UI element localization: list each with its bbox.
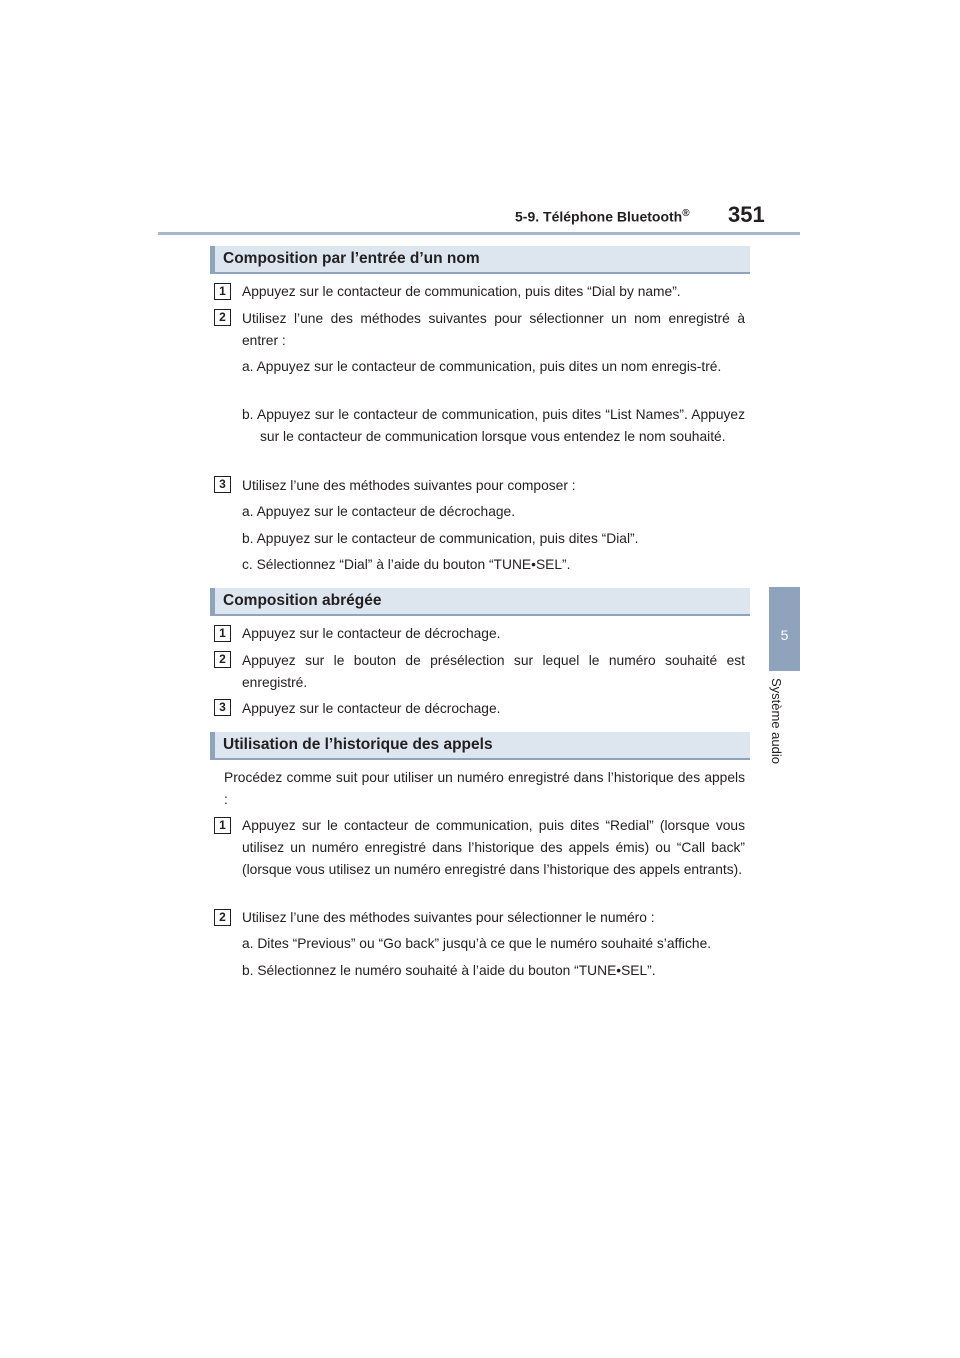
step-text: Appuyez sur le contacteur de communication, puis dites “Dial by name”. — [242, 284, 681, 299]
step-text: Utilisez l’une des méthodes suivantes pour composer : — [242, 478, 576, 493]
step-text: Utilisez l’une des méthodes suivantes pour sélectionner un nom enregistré à entrer : — [242, 311, 745, 348]
step-badge: 3 — [214, 699, 231, 716]
running-header-title — [515, 208, 690, 225]
chapter-tab — [769, 587, 800, 671]
step-badge: 1 — [214, 625, 231, 642]
chapter-label: Système audio — [769, 678, 784, 764]
section-header-call-history — [210, 732, 750, 760]
section-title: Composition abrégée — [223, 592, 382, 609]
sub-step-text: a. Appuyez sur le contacteur de communication, puis dites un nom enregis-tré. — [242, 359, 722, 374]
step-text: Utilisez l’une des méthodes suivantes pour sélectionner le numéro : — [242, 910, 655, 925]
chapter-number: 5 — [780, 627, 789, 643]
sub-step-text: c. Sélectionnez “Dial” à l’aide du bouton “TUNE•SEL”. — [242, 557, 571, 572]
step-text: Appuyez sur le contacteur de communication, puis dites “Redial” (lorsque vous utilisez un numéro enregistré dans l’historique des appels émis) ou “Call back” (lorsque vous utilisez un numéro enregistré dans l’historique des appels entrants). — [242, 818, 745, 877]
step-badge: 2 — [214, 909, 231, 926]
page-number: 351 — [728, 202, 765, 227]
step-text: Appuyez sur le contacteur de décrochage. — [242, 701, 501, 716]
sub-step-text: b. Appuyez sur le contacteur de communication, puis dites “Dial”. — [242, 531, 639, 546]
section-header-speed-dial — [210, 588, 750, 616]
running-header-text: 5-9. Téléphone Bluetooth — [515, 208, 683, 225]
header-divider — [158, 232, 800, 235]
sub-step-text: a. Appuyez sur le contacteur de décrochage. — [242, 504, 516, 519]
step-badge: 3 — [214, 476, 231, 493]
step-badge: 1 — [214, 817, 231, 834]
step-badge: 2 — [214, 309, 231, 326]
sub-step-text: b. Sélectionnez le numéro souhaité à l’aide du bouton “TUNE•SEL”. — [242, 963, 656, 978]
section-header-dial-by-name — [210, 246, 750, 274]
section-intro: Procédez comme suit pour utiliser un numéro enregistré dans l’historique des appels : — [224, 770, 745, 807]
sub-step-text: a. Dites “Previous” ou “Go back” jusqu’à ce que le numéro souhaité s’affiche. — [242, 936, 712, 951]
registered-mark: ® — [682, 208, 690, 219]
sub-step-text: b. Appuyez sur le contacteur de communication, puis dites “List Names”. Appuyez sur le contacteur de communication lorsque vous entendez le nom souhaité. — [242, 407, 745, 444]
section-title: Composition par l’entrée d’un nom — [223, 250, 480, 267]
step-badge: 1 — [214, 283, 231, 300]
step-badge: 2 — [214, 651, 231, 668]
step-text: Appuyez sur le contacteur de décrochage. — [242, 626, 501, 641]
step-text: Appuyez sur le bouton de présélection sur lequel le numéro souhaité est enregistré. — [242, 653, 745, 690]
section-title: Utilisation de l’historique des appels — [223, 736, 493, 753]
